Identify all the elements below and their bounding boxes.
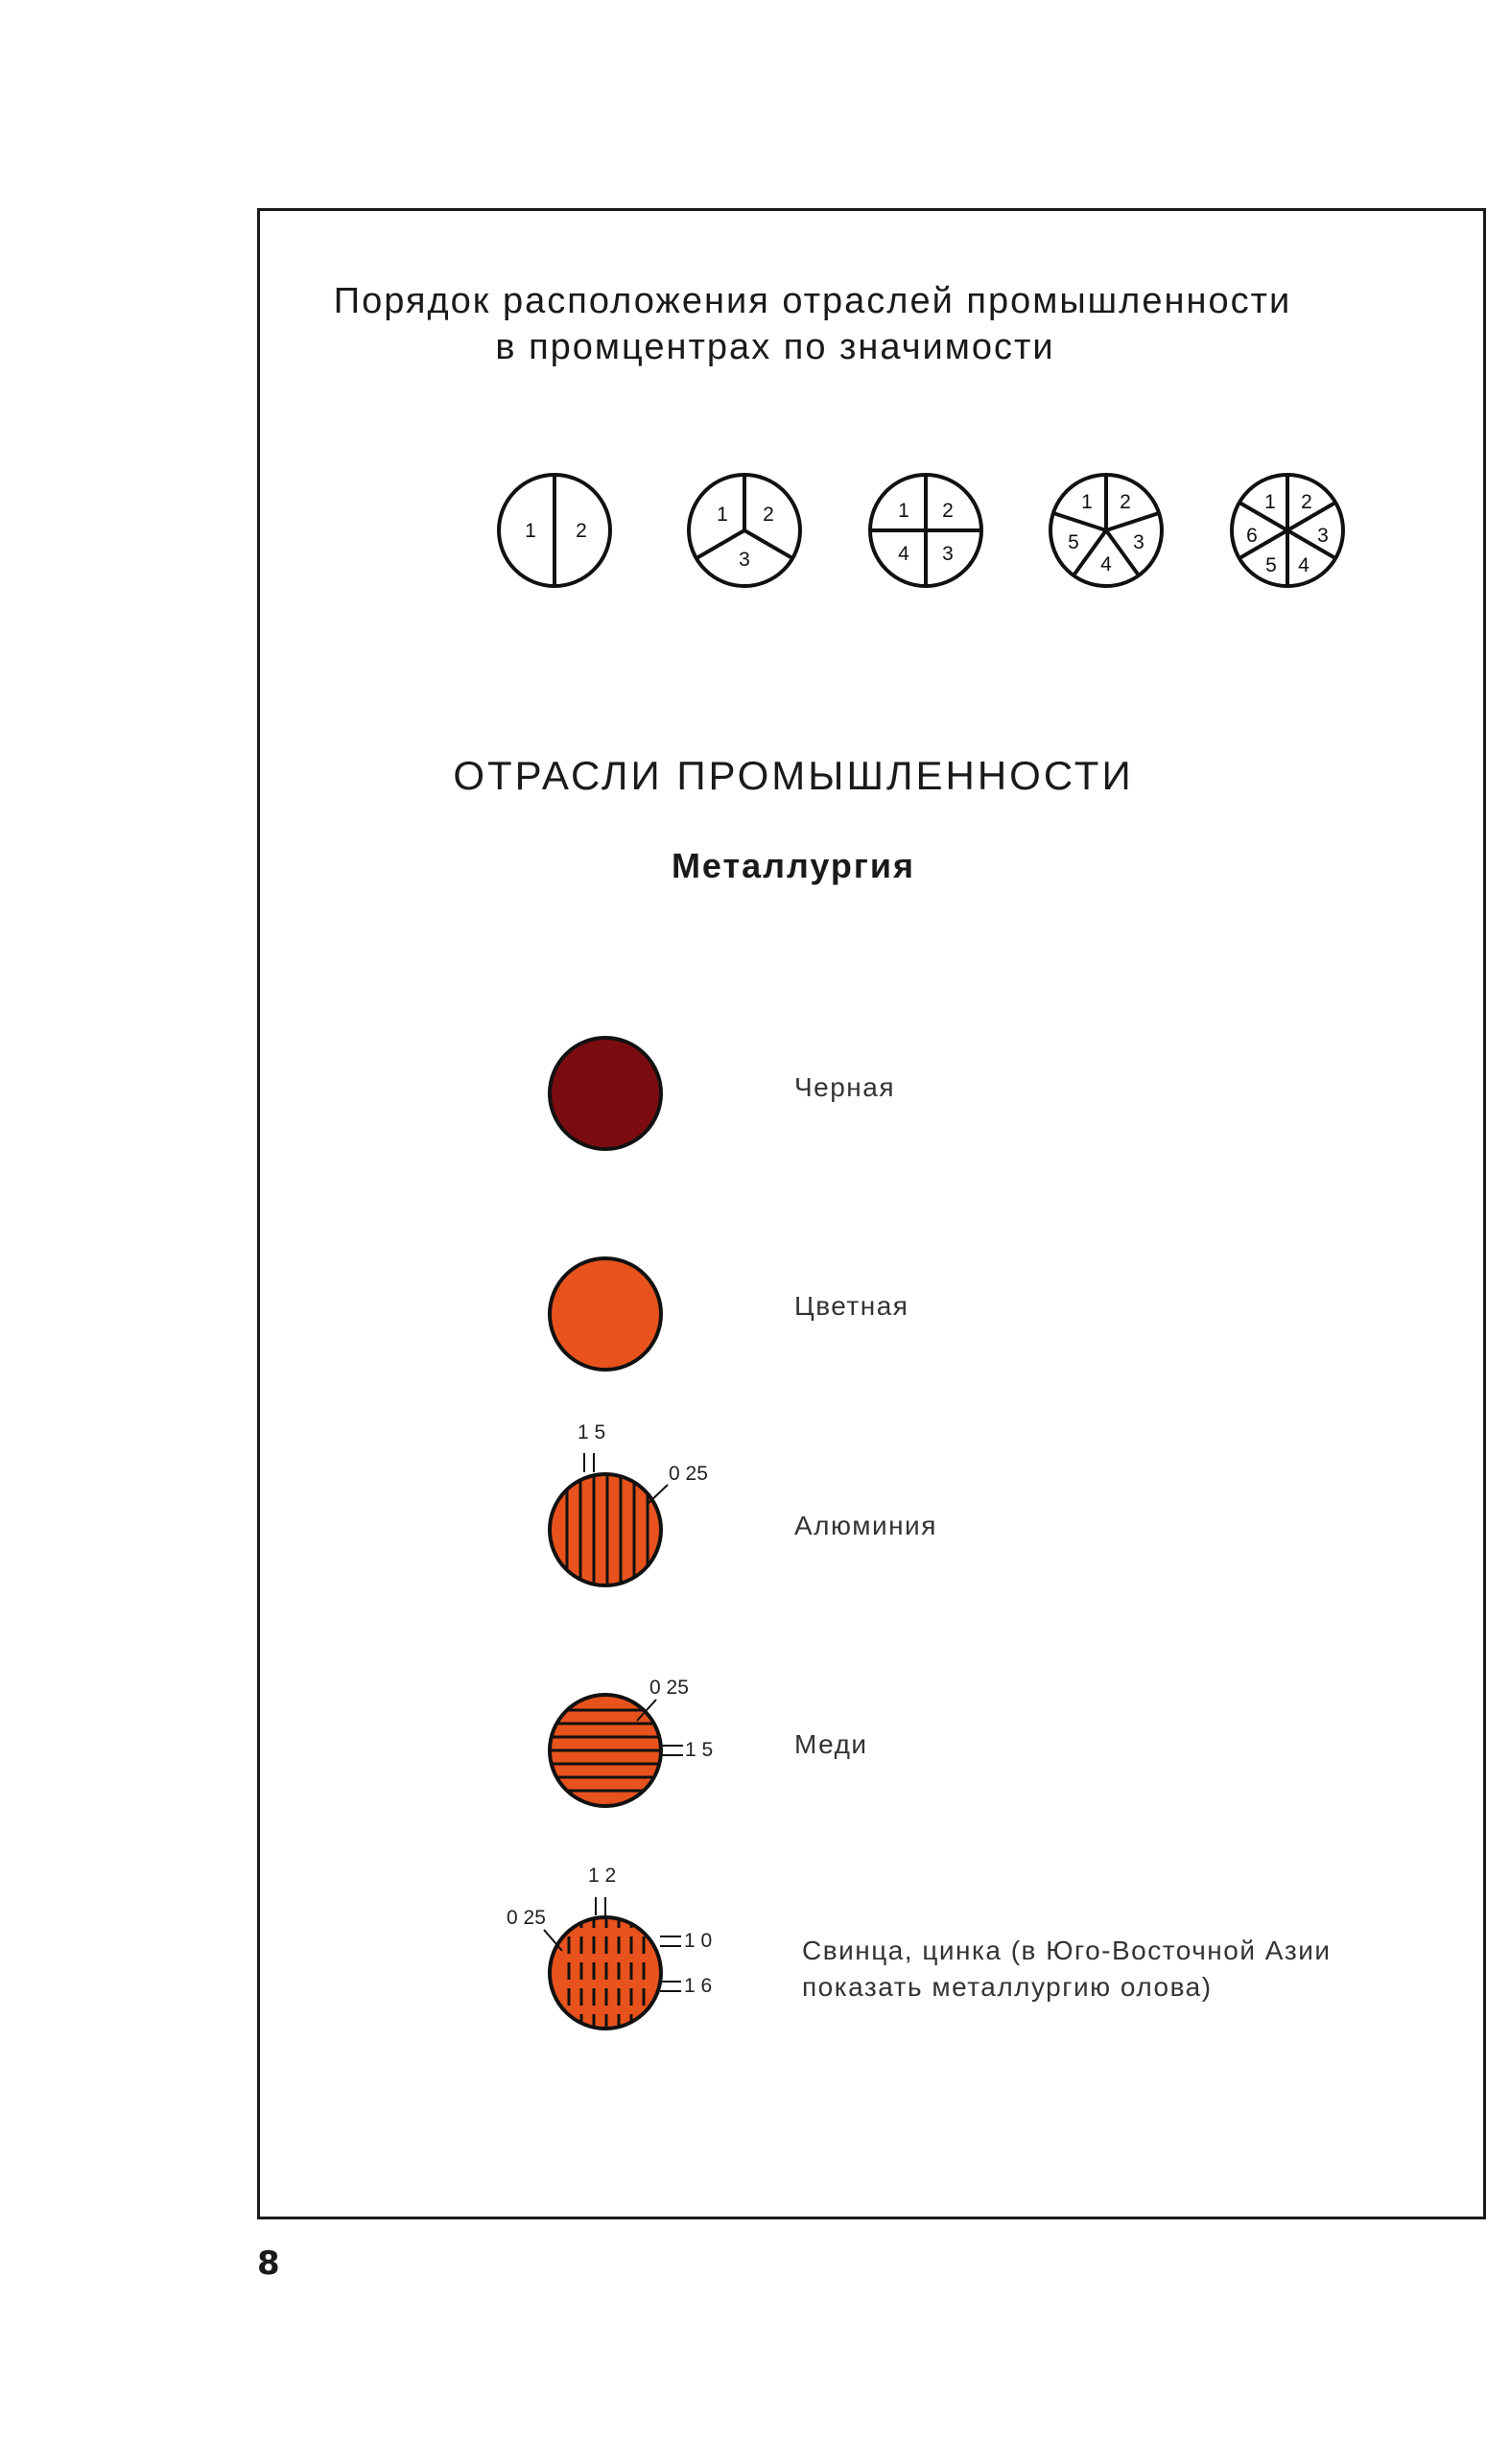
dimension-label: 1 0 [684,1930,713,1952]
sector-number: 1 [898,500,909,522]
sector-number: 1 [1081,491,1093,513]
order-title-line-2: в промцентрах по значимости [495,327,1055,367]
sector-number: 5 [1068,531,1079,553]
ferrous-metallurgy-symbol [550,1038,661,1149]
sector-number: 4 [898,543,909,565]
sector-number: 5 [1265,554,1277,576]
sector-number: 2 [763,504,774,526]
sector-number: 6 [1246,525,1258,547]
non-ferrous-metallurgy-symbol [550,1258,661,1370]
dimension-label: 1 5 [578,1421,606,1443]
legend-label-lead-zinc-line-2: показать металлургию олова) [802,1972,1213,2002]
order-title-line-1: Порядок расположения отраслей промышленности [333,281,1292,321]
legend-label-aluminium: Алюминия [794,1511,937,1540]
dimension-label: 0 25 [669,1463,708,1485]
sector-number: 4 [1100,553,1112,575]
dimension-label: 1 2 [588,1865,617,1887]
sector-number: 3 [942,543,954,565]
sector-number: 1 [525,520,536,542]
sector-number: 3 [739,549,750,571]
dimension-label: 0 25 [507,1907,546,1929]
dimension-label: 1 5 [685,1739,714,1761]
sector-number: 2 [576,520,587,542]
legend-label-ferrous: Черная [794,1072,896,1102]
sector-number: 2 [1301,491,1312,513]
copper-metallurgy-symbol [542,1695,683,1806]
legend-label-copper: Меди [794,1729,868,1759]
sector-number: 1 [717,504,728,526]
sector-number: 2 [1120,491,1131,513]
sector-number: 3 [1317,525,1329,547]
sector-number: 3 [1133,531,1144,553]
aluminium-metallurgy-symbol [550,1453,668,1592]
sector-number: 4 [1298,554,1309,576]
dimension-label: 0 25 [649,1677,689,1699]
subsection-title: Металлургия [671,846,916,885]
legend-label-lead-zinc-line-1: Свинца, цинка (в Юго-Восточной Азии [802,1936,1332,1965]
page-number: 8 [257,2244,280,2283]
legend-label-non-ferrous: Цветная [794,1291,909,1321]
section-title: ОТРАСЛИ ПРОМЫШЛЕННОСТИ [453,753,1134,798]
sector-number: 2 [942,500,954,522]
lead-zinc-metallurgy-symbol [544,1897,681,2035]
dimension-label: 1 6 [684,1975,713,1997]
sector-number: 1 [1264,491,1276,513]
